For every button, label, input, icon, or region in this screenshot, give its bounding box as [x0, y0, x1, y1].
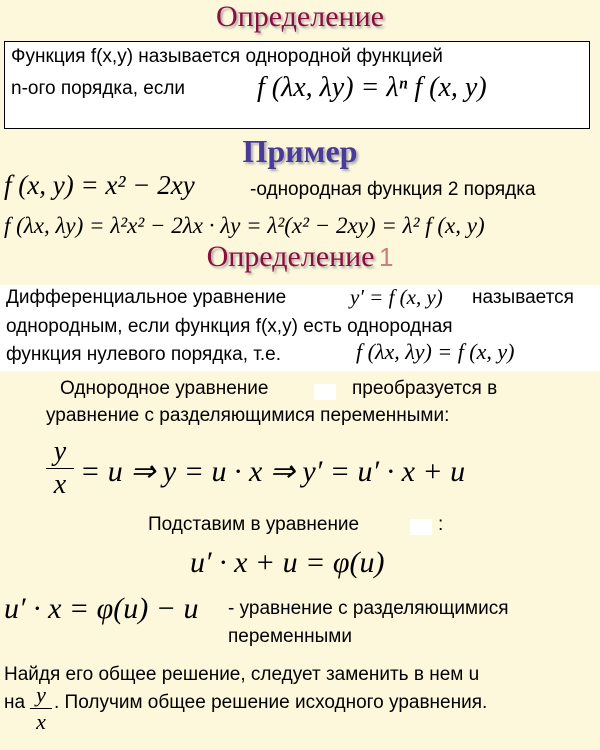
fraction-numerator: y — [53, 436, 67, 467]
definition1-line1-formula: y′ = f (x, y) — [350, 285, 443, 309]
transform-line1-suffix: преобразуется в — [352, 378, 498, 399]
definition1-band — [0, 285, 600, 371]
substitution-chain: = u ⇒ y = u · x ⇒ y′ = u′ · x + u — [80, 455, 466, 488]
equation-ref-placeholder-2 — [410, 519, 432, 535]
transform-line2: уравнение с разделяющимися переменными: — [46, 405, 450, 426]
final-line1: Найдя его общее решение, следует заменить в нем u — [4, 664, 480, 685]
definition-box — [4, 41, 590, 129]
fraction-y-over-x — [46, 436, 74, 501]
equation-ref-placeholder — [314, 384, 336, 400]
definition1-line1-suffix: называется — [472, 287, 574, 308]
final-fraction-y-over-x — [30, 682, 52, 735]
definition1-line2: однородным, если функция f(x,y) есть однородная — [6, 316, 453, 337]
final-suffix: . Получим общее решение исходного уравнения. — [54, 692, 488, 713]
separable-equation: u′ · x = φ(u) − u — [4, 592, 199, 625]
substitute-text: Подставим в уравнение — [148, 514, 360, 535]
definition1-line3: функция нулевого порядка, т.е. — [6, 344, 281, 365]
separable-line2: переменными — [228, 626, 352, 647]
definition1-line3-formula: f (λx, λy) = f (x, y) — [356, 339, 515, 364]
definition1-number: 1 — [378, 242, 394, 272]
final-prefix: на — [4, 692, 26, 713]
final-fraction-denominator: x — [30, 708, 52, 735]
example-heading: Пример — [242, 133, 358, 169]
definition-text-line1: Функция f(x,y) называется однородной функцией — [11, 46, 443, 67]
definition-heading: Определение — [216, 0, 384, 33]
definition1-heading-row — [0, 240, 600, 274]
example-formula1: f (x, y) = x² − 2xy — [4, 170, 195, 200]
substitute-suffix: : — [438, 514, 444, 535]
final-fraction-numerator: y — [36, 682, 46, 707]
example-formula1-suffix: -однородная функция 2 порядка — [250, 179, 536, 200]
definition1-line1-prefix: Дифференциальное уравнение — [6, 287, 287, 308]
fraction-denominator: x — [46, 468, 74, 501]
transform-line1: Однородное уравнение — [60, 378, 269, 399]
definition-text-line2: n-ого порядка, если — [11, 78, 186, 99]
substituted-equation: u′ · x + u = φ(u) — [190, 546, 385, 579]
definition1-heading: Определение — [206, 240, 375, 273]
separable-suffix: - уравнение с разделяющимися — [228, 598, 509, 619]
homogeneous-formula: f (λx, λy) = λⁿ f (x, y) — [257, 72, 487, 103]
example-formula2: f (λx, λy) = λ²x² − 2λx · λy = λ²(x² − 2xy) = λ² f (x, y) — [4, 213, 485, 238]
